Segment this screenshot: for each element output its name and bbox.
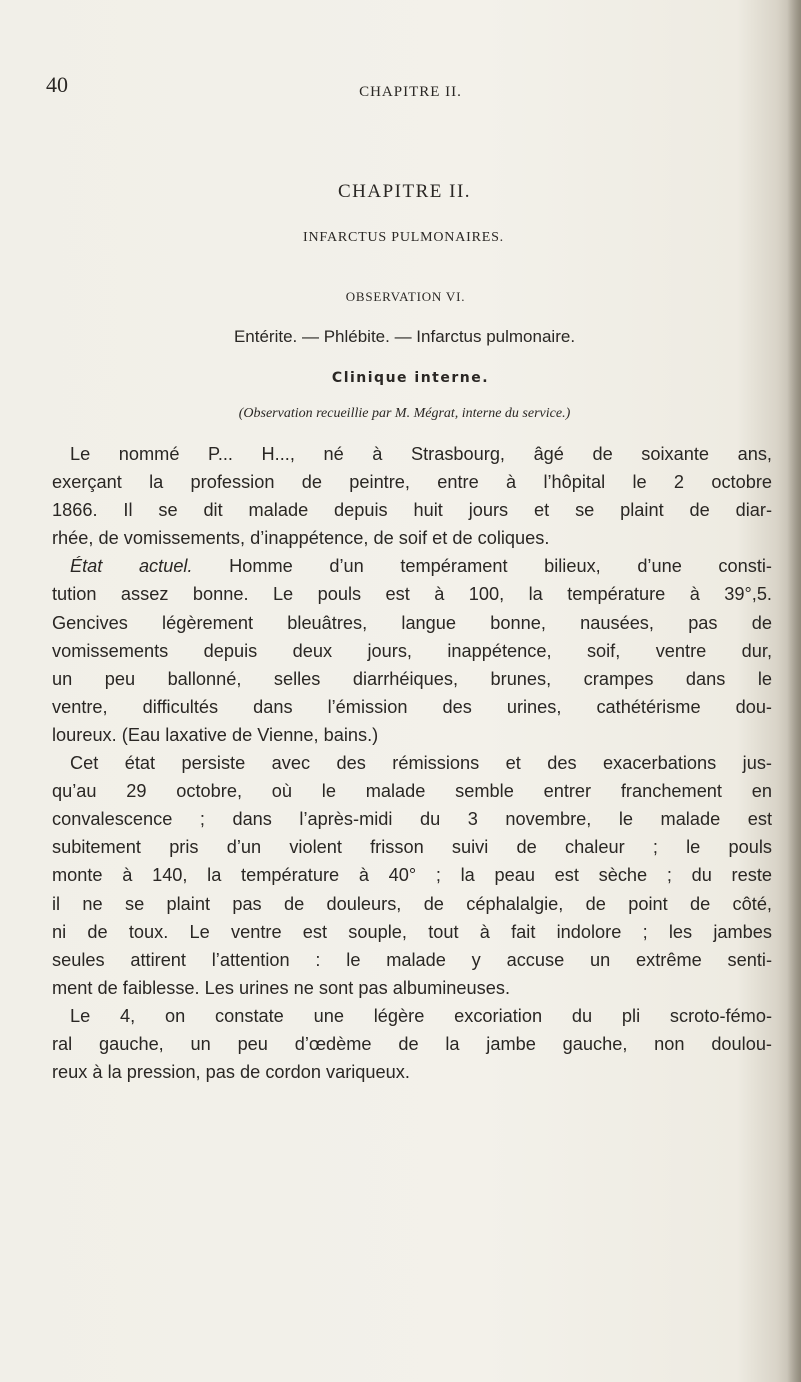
- body-text: [52, 440, 772, 1086]
- text-line: Gencives légèrement bleuâtres, langue bonne, nausées, pas de: [52, 612, 772, 633]
- text-line: vomissements depuis deux jours, inappétence, soif, ventre dur,: [52, 640, 772, 661]
- text-line: [52, 552, 772, 580]
- page-number: 40: [46, 72, 68, 97]
- text-line: ral gauche, un peu d’œdème de la jambe gauche, non doulou-: [52, 1033, 772, 1054]
- text-line: convalescence ; dans l’après-midi du 3 novembre, le malade est: [52, 809, 772, 830]
- text-line: loureux. (Eau laxative de Vienne, bains.): [52, 724, 379, 745]
- text-line: subitement pris d’un violent frisson suivi de chaleur ; le pouls: [52, 837, 772, 858]
- observation-subtitle: Entérite. — Phlébite. — Infarctus pulmonaire.: [233, 327, 576, 346]
- observation-title: OBSERVATION VI.: [345, 289, 466, 304]
- text-line: exerçant la profession de peintre, entre à l’hôpital le 2 octobre: [52, 472, 772, 493]
- section-title: INFARCTUS PULMONAIRES.: [303, 230, 504, 245]
- text-line: 1866. Il se dit malade depuis huit jours et se plaint de diar-: [52, 500, 772, 521]
- etat-actuel-label: État actuel.: [70, 556, 193, 577]
- text-line: seules attirent l’attention : le malade y accuse un extrême senti-: [52, 949, 772, 970]
- text-line: reux à la pression, pas de cordon variqueux.: [52, 1062, 410, 1083]
- clinic-heading: Clinique interne.: [331, 370, 490, 386]
- running-title: CHAPITRE II.: [359, 84, 462, 100]
- etat-actuel-text: Homme d’un tempérament bilieux, d’une consti-: [229, 556, 772, 577]
- page-edge-shadow: [787, 0, 801, 1382]
- text-line: tution assez bonne. Le pouls est à 100, la température à 39°,5.: [52, 584, 772, 605]
- text-line: ment de faiblesse. Les urines ne sont pas albumineuses.: [52, 977, 510, 998]
- text-line: qu’au 29 octobre, où le malade semble entrer franchement en: [52, 781, 772, 802]
- text-line: monte à 140, la température à 40° ; la peau est sèche ; du reste: [52, 865, 772, 886]
- text-line: ventre, difficultés dans l’émission des urines, cathétérisme dou-: [52, 696, 772, 717]
- running-head: [0, 72, 801, 102]
- text-line: rhée, de vomissements, d’inappétence, de soif et de coliques.: [52, 528, 550, 549]
- text-line: Cet état persiste avec des rémissions et des exacerbations jus-: [70, 753, 772, 774]
- text-line: Le 4, on constate une légère excoriation du pli scroto-fémo-: [70, 1005, 772, 1026]
- text-line: un peu ballonné, selles diarrhéiques, brunes, crampes dans le: [52, 668, 772, 689]
- text-line: ni de toux. Le ventre est souple, tout à fait indolore ; les jambes: [52, 921, 772, 942]
- observer-credit: (Observation recueillie par M. Mégrat, interne du service.): [238, 406, 571, 421]
- text-line: Le nommé P... H..., né à Strasbourg, âgé de soixante ans,: [70, 444, 772, 464]
- chapter-title: CHAPITRE II.: [337, 181, 472, 202]
- text-line: il ne se plaint pas de douleurs, de céphalalgie, de point de côté,: [52, 893, 772, 914]
